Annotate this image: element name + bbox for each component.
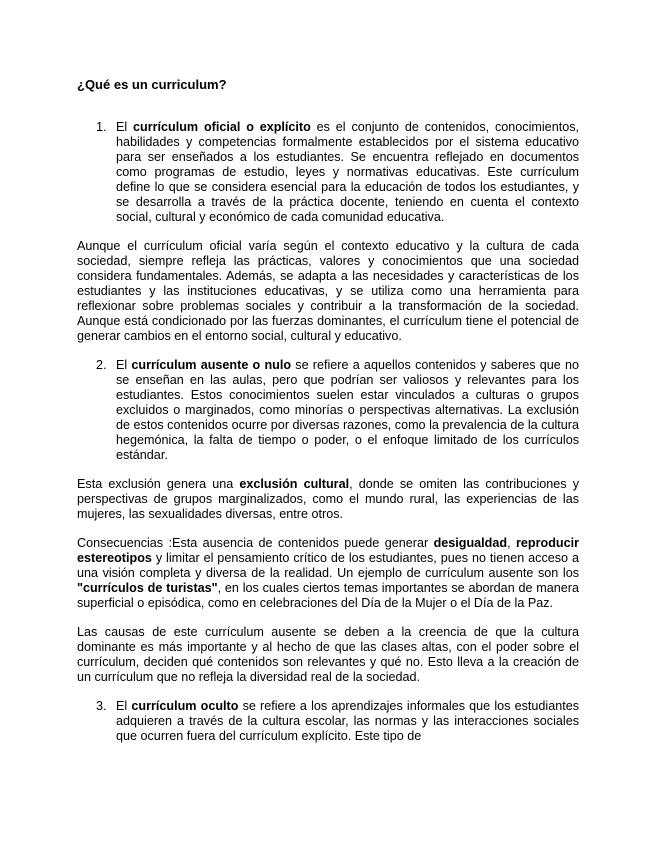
page-title: ¿Qué es un curriculum?	[77, 77, 227, 92]
term-oculto: currículum oculto	[131, 699, 239, 713]
document-page	[77, 77, 579, 744]
list-item-prefix: El	[116, 358, 132, 372]
term-curriculos-turistas: "currículos de turistas"	[77, 581, 218, 595]
term-oficial: currículum oficial o explícito	[133, 120, 311, 134]
list-number: 2.	[96, 358, 107, 372]
list-item-text: es el conjunto de contenidos, conocimientos, habilidades y competencias formalmente establecidos por el sistema educativo para ser enseñados a los estudiantes. Se encuentra reflejado en documentos como programas de estudio, leyes y normativas educativas. Este currículum define lo que se considera esencial para la educación de todos los estudiantes, y se desarrolla a través de la práctica docente, teniendo en cuenta el contexto social, cultural y económico de cada comunidad educativa.	[116, 120, 579, 224]
list-item-oficial	[77, 120, 579, 225]
list-number: 1.	[96, 120, 107, 134]
list-item-ausente	[77, 358, 579, 463]
text-run: , en los cuales ciertos temas importantes se abordan de manera superficial o episódica, como en celebraciones del Día de la Mujer o el Día de la Paz.	[77, 581, 579, 610]
list-number: 3.	[96, 699, 107, 713]
term-exclusion-cultural: exclusión cultural	[239, 477, 350, 491]
list-item-oculto	[77, 699, 579, 744]
text-run: , donde se omiten las contribuciones y perspectivas de grupos marginalizados, como el mundo rural, las experiencias de las mujeres, las sexualidades diversas, entre otros.	[77, 477, 580, 521]
paragraph-causas: Las causas de este currículum ausente se deben a la creencia de que la cultura dominante es más importante y al hecho de que las clases altas, con el poder sobre el currículum, deciden qué contenidos son relevantes y qué no. Esto lleva a la creación de un currículum que no refleja la diversidad real de la sociedad.	[77, 625, 579, 684]
text-run: ,	[507, 536, 517, 550]
paragraph-consecuencias	[77, 536, 579, 611]
list-item-prefix: El	[116, 699, 132, 713]
paragraph-exclusion	[77, 477, 579, 522]
list-item-text: se refiere a los aprendizajes informales que los estudiantes adquieren a través de la cultura escolar, las normas y las interacciones sociales que ocurren fuera del currículum explícito. Este tipo de	[116, 699, 580, 743]
list-item-text: se refiere a aquellos contenidos y saberes que no se enseñan en las aulas, pero que podrían ser valiosos y relevantes para los estudiantes. Estos conocimientos suelen estar vinculados a culturas o grupos excluidos o marginados, como minorías o perspectivas alternativas. La exclusión de estos contenidos ocurre por diversas razones, como la prevalencia de la cultura hegemónica, la falta de tiempo o poder, o el enfoque limitado de los currículos estándar.	[116, 358, 579, 462]
list-item-prefix: El	[116, 120, 134, 134]
term-ausente: currículum ausente o nulo	[131, 358, 292, 372]
paragraph-oficial-context: Aunque el currículum oficial varía según el contexto educativo y la cultura de cada sociedad, siempre refleja las prácticas, valores y conocimientos que una sociedad considera fundamentales. Además, se adapta a las necesidades y características de los estudiantes y las instituciones educativas, y se utiliza como una herramienta para reflexionar sobre problemas sociales y contribuir a la transformación de la sociedad. Aunque está condicionado por las fuerzas dominantes, el currículum tiene el potencial de generar cambios en el entorno social, cultural y educativo.	[77, 239, 579, 343]
term-desigualdad: desigualdad	[433, 536, 508, 550]
text-run: Consecuencias :Esta ausencia de contenidos puede generar	[77, 536, 434, 550]
text-run: Esta exclusión genera una	[77, 477, 240, 491]
text-run: y limitar el pensamiento crítico de los estudiantes, pues no tienen acceso a una visión completa y diversa de la realidad. Un ejemplo de currículum ausente son los	[77, 551, 579, 580]
term-estereotipos: reproducir estereotipos	[77, 536, 579, 565]
